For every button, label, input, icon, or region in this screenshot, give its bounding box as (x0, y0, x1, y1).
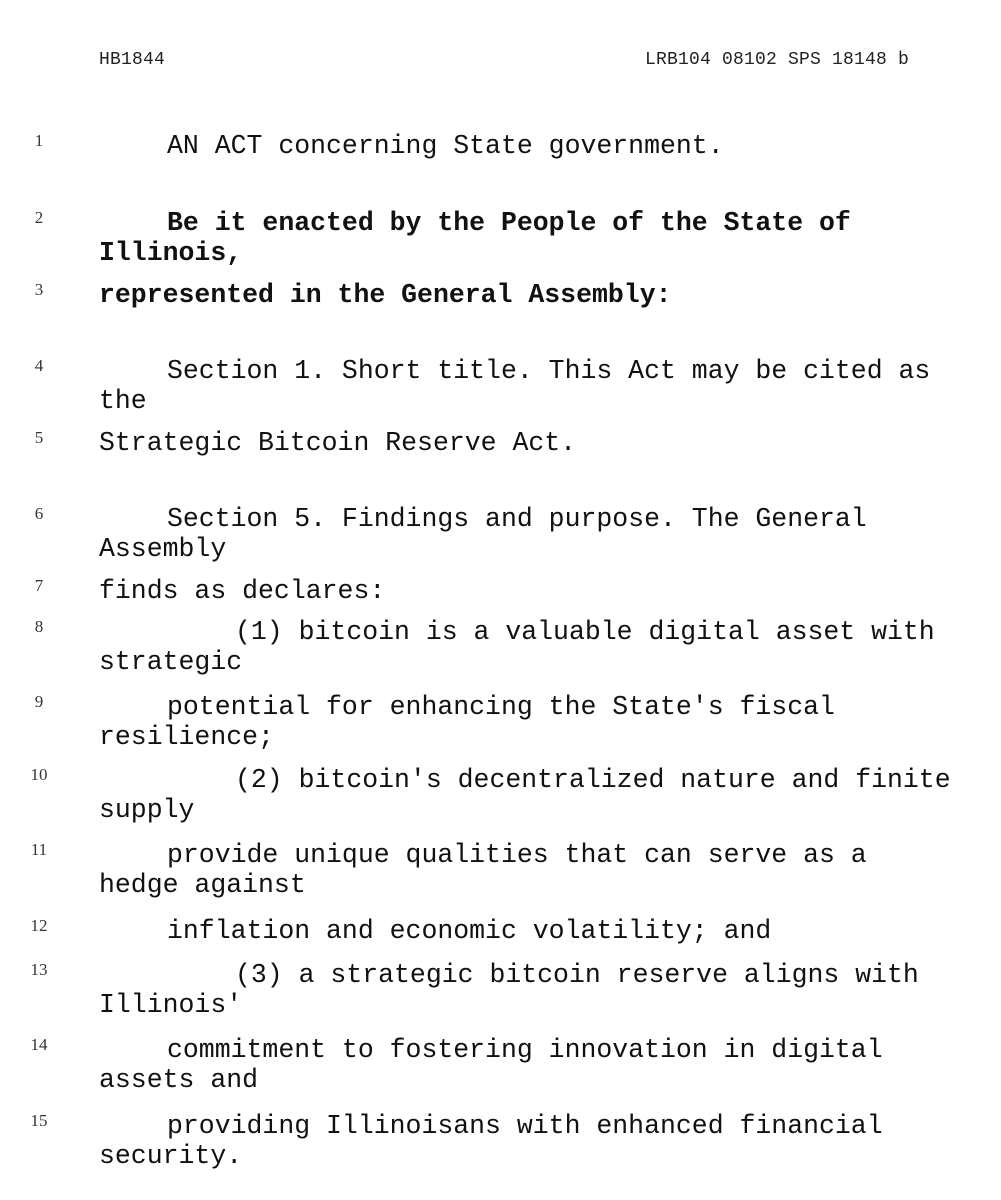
line-number: 7 (34, 576, 44, 595)
finding-item-line: (2) bitcoin's decentralized nature and finite supply (99, 765, 967, 825)
body-text-line: provide unique qualities that can serve as a hedge against (99, 840, 883, 900)
section-heading-line: Section 1. Short title. This Act may be cited as the (99, 356, 947, 416)
enacting-clause-line: Be it enacted by the People of the State of Illinois, (99, 208, 867, 268)
line-number: 12 (30, 916, 48, 935)
body-text-line: finds as declares: (99, 576, 386, 606)
body-text-line: potential for enhancing the State's fiscal resilience; (99, 692, 851, 752)
enacting-clause-line: represented in the General Assembly: (99, 280, 672, 310)
line-number: 13 (30, 960, 48, 979)
line-number: 1 (34, 131, 44, 150)
line-number: 10 (30, 765, 48, 784)
line-number: 5 (34, 428, 44, 447)
section-heading-line: Section 5. Findings and purpose. The General Assembly (99, 504, 883, 564)
line-number: 2 (34, 208, 44, 227)
body-text-line: commitment to fostering innovation in digital assets and (99, 1035, 899, 1095)
line-number: 11 (30, 840, 48, 859)
act-title-line: AN ACT concerning State government. (167, 131, 724, 161)
body-text-line: providing Illinoisans with enhanced financial security. (99, 1111, 899, 1171)
line-number: 9 (34, 692, 44, 711)
finding-item-line: (3) a strategic bitcoin reserve aligns with Illinois' (99, 960, 935, 1020)
line-number: 3 (34, 280, 44, 299)
body-text-line: inflation and economic volatility; and (167, 916, 772, 946)
line-number: 8 (34, 617, 44, 636)
finding-item-line: (1) bitcoin is a valuable digital asset with strategic (99, 617, 951, 677)
lrb-document-code: LRB104 08102 SPS 18148 b (644, 50, 909, 70)
line-number: 4 (34, 356, 44, 375)
body-text-line: Strategic Bitcoin Reserve Act. (99, 428, 577, 458)
bill-number: HB1844 (99, 50, 166, 70)
line-number: 14 (30, 1035, 48, 1054)
line-number: 15 (30, 1111, 48, 1130)
line-number: 6 (34, 504, 44, 523)
